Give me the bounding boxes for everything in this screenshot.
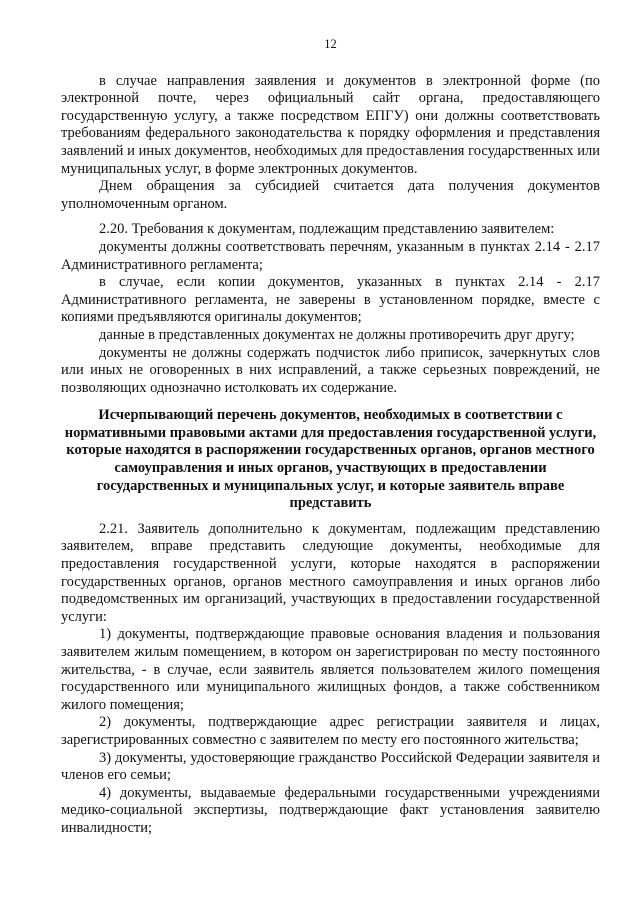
paragraph-2-20-item-2: в случае, если копии документов, указанных в пунктах 2.14 - 2.17 Административного регламента, не заверены в установленном порядке, вместе с копиями предъявляются оригиналы документов; — [61, 274, 600, 326]
paragraph-2-21-item-4: 4) документы, выдаваемые федеральными государственными учреждениями медико-социальной экспертизы, подтверждающие факт установления заявителю инвалидности; — [61, 784, 600, 836]
paragraph-2-21-item-2: 2) документы, подтверждающие адрес регистрации заявителя и лицах, зарегистрированных совместно с заявителем по месту его постоянного жительства; — [61, 714, 600, 748]
page-number: 12 — [324, 37, 337, 51]
paragraph-2-21-intro: 2.21. Заявитель дополнительно к документам, подлежащим представлению заявителем, вправе представить следующие документы, необходимые для предоставления государственной услуги, которые находятся в распоряжении государственных органов, органов местного самоуправления и иных органов либо подведомственных им организаций, участвующих в предоставлении государственной услуги: — [61, 520, 600, 625]
paragraph-electronic-form: в случае направления заявления и документов в электронной форме (по электронной почте, через официальный сайт органа, предоставляющего государственную услугу, а также посредством ЕПГУ) они должны соответствовать требованиям федерального законодательства к порядку оформления и представления заявлений и иных документов, необходимых для предоставления государственных или муниципальных услуг, в форме электронных документов. — [61, 72, 600, 177]
paragraph-2-20-item-1: документы должны соответствовать перечням, указанным в пунктах 2.14 - 2.17 Административного регламента; — [61, 238, 600, 273]
paragraph-application-date: Днем обращения за субсидией считается дата получения документов уполномоченным органом. — [61, 178, 600, 212]
paragraph-2-21-item-1: 1) документы, подтверждающие правовые основания владения и пользования заявителем жилым помещением, в котором он зарегистрирован по месту постоянного жительства, - в случае, если заявитель является пользователем жилого помещения государственного или муниципального жилищных фондов, а также собственником жилого помещения; — [61, 626, 600, 713]
section-heading: Исчерпывающий перечень документов, необходимых в соответствии с нормативными правовыми актами для предоставления государственной услуги, которые находятся в распоряжении государственных органов, органов местного самоуправления и иных органов, участвующих в предоставлении государственных и муниципальных услуг, и которые заявитель вправе представить — [64, 407, 597, 512]
paragraph-2-20-item-4: документы не должны содержать подчисток либо приписок, зачеркнутых слов или иных не оговоренных в них исправлений, а также серьезных повреждений, не позволяющих однозначно истолковать их содержание. — [61, 344, 600, 396]
paragraph-2-20-item-3: данные в представленных документах не должны противоречить друг другу; — [99, 326, 575, 343]
paragraph-2-20-title: 2.20. Требования к документам, подлежащим представлению заявителем: — [99, 221, 555, 238]
paragraph-2-21-item-3: 3) документы, удостоверяющие гражданство Российской Федерации заявителя и членов его семьи; — [61, 749, 600, 784]
